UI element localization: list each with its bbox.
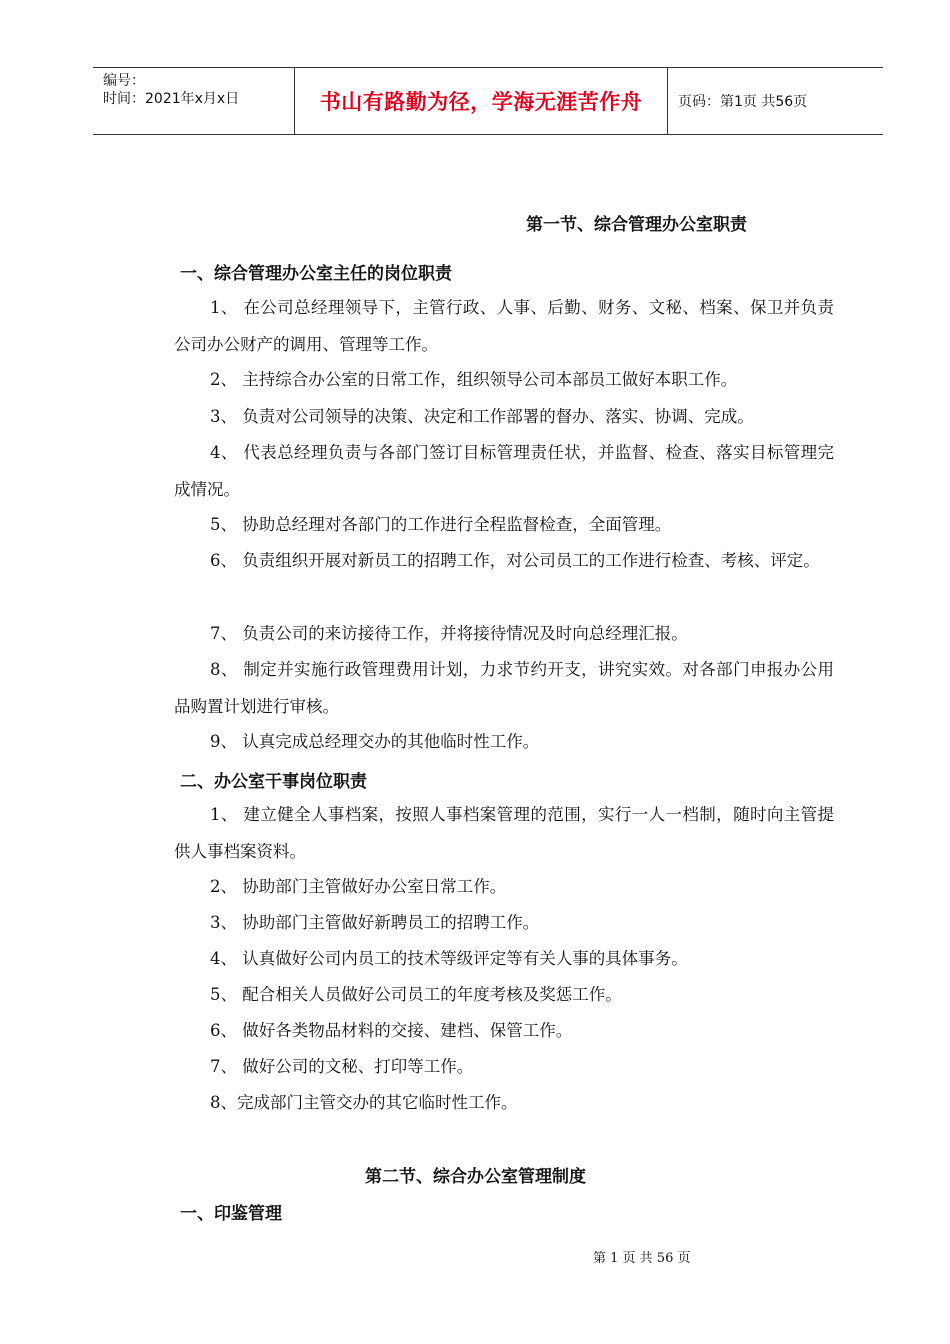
duty-item: 3、 协助部门主管做好新聘员工的招聘工作。	[210, 913, 540, 932]
duty-item: 1、 建立健全人事档案，按照人事档案管理的范围，实行一人一档制，随时向主管提供人事档案资料。	[174, 805, 834, 861]
duty-item: 2、 协助部门主管做好办公室日常工作。	[210, 877, 507, 896]
section1-part1-heading: 一、综合管理办公室主任的岗位职责	[180, 264, 452, 284]
section2-part1-heading: 一、印鉴管理	[180, 1204, 282, 1224]
duty-item: 6、 负责组织开展对新员工的招聘工作，对公司员工的工作进行检查、考核、评定。	[210, 551, 820, 570]
duty-item: 4、 认真做好公司内员工的技术等级评定等有关人事的具体事务。	[210, 949, 688, 968]
section2-title: 第二节、综合办公室管理制度	[365, 1167, 586, 1187]
page-code: 页码：第1页 共56页	[678, 94, 808, 110]
motto-text: 书山有路勤为径，学海无涯苦作舟	[319, 90, 643, 114]
header-page-cell	[668, 68, 883, 134]
duty-item: 2、 主持综合办公室的日常工作，组织领导公司本部员工做好本职工作。	[210, 370, 738, 389]
footer-page-number: 第 1 页 共 56 页	[593, 1251, 691, 1266]
duty-item: 3、 负责对公司领导的决策、决定和工作部署的督办、落实、协调、完成。	[210, 407, 754, 426]
section1-part2-heading: 二、办公室干事岗位职责	[180, 772, 367, 792]
duty-item: 5、 协助总经理对各部门的工作进行全程监督检查，全面管理。	[210, 515, 672, 534]
serial-label: 编号：	[103, 73, 145, 89]
duty-item: 6、 做好各类物品材料的交接、建档、保管工作。	[210, 1021, 573, 1040]
duty-item: 1、 在公司总经理领导下，主管行政、人事、后勤、财务、文秘、档案、保卫并负责公司办公财产的调用、管理等工作。	[174, 298, 834, 354]
duty-item: 7、 负责公司的来访接待工作，并将接待情况及时向总经理汇报。	[210, 624, 688, 643]
header-table	[93, 67, 883, 135]
header-motto-cell	[295, 68, 668, 134]
duty-item: 7、 做好公司的文秘、打印等工作。	[210, 1057, 474, 1076]
time-label: 时间：2021年x月x日	[103, 91, 240, 107]
header-meta-cell	[93, 68, 295, 134]
section1-title: 第一节、综合管理办公室职责	[526, 215, 747, 235]
duty-item: 4、 代表总经理负责与各部门签订目标管理责任状，并监督、检查、落实目标管理完成情况。	[174, 443, 834, 499]
duty-item: 9、 认真完成总经理交办的其他临时性工作。	[210, 732, 540, 751]
duty-item: 8、 制定并实施行政管理费用计划，力求节约开支，讲究实效。对各部门申报办公用品购置计划进行审核。	[174, 660, 834, 716]
duty-item: 8、完成部门主管交办的其它临时性工作。	[210, 1093, 518, 1112]
duty-item: 5、 配合相关人员做好公司员工的年度考核及奖惩工作。	[210, 985, 622, 1004]
